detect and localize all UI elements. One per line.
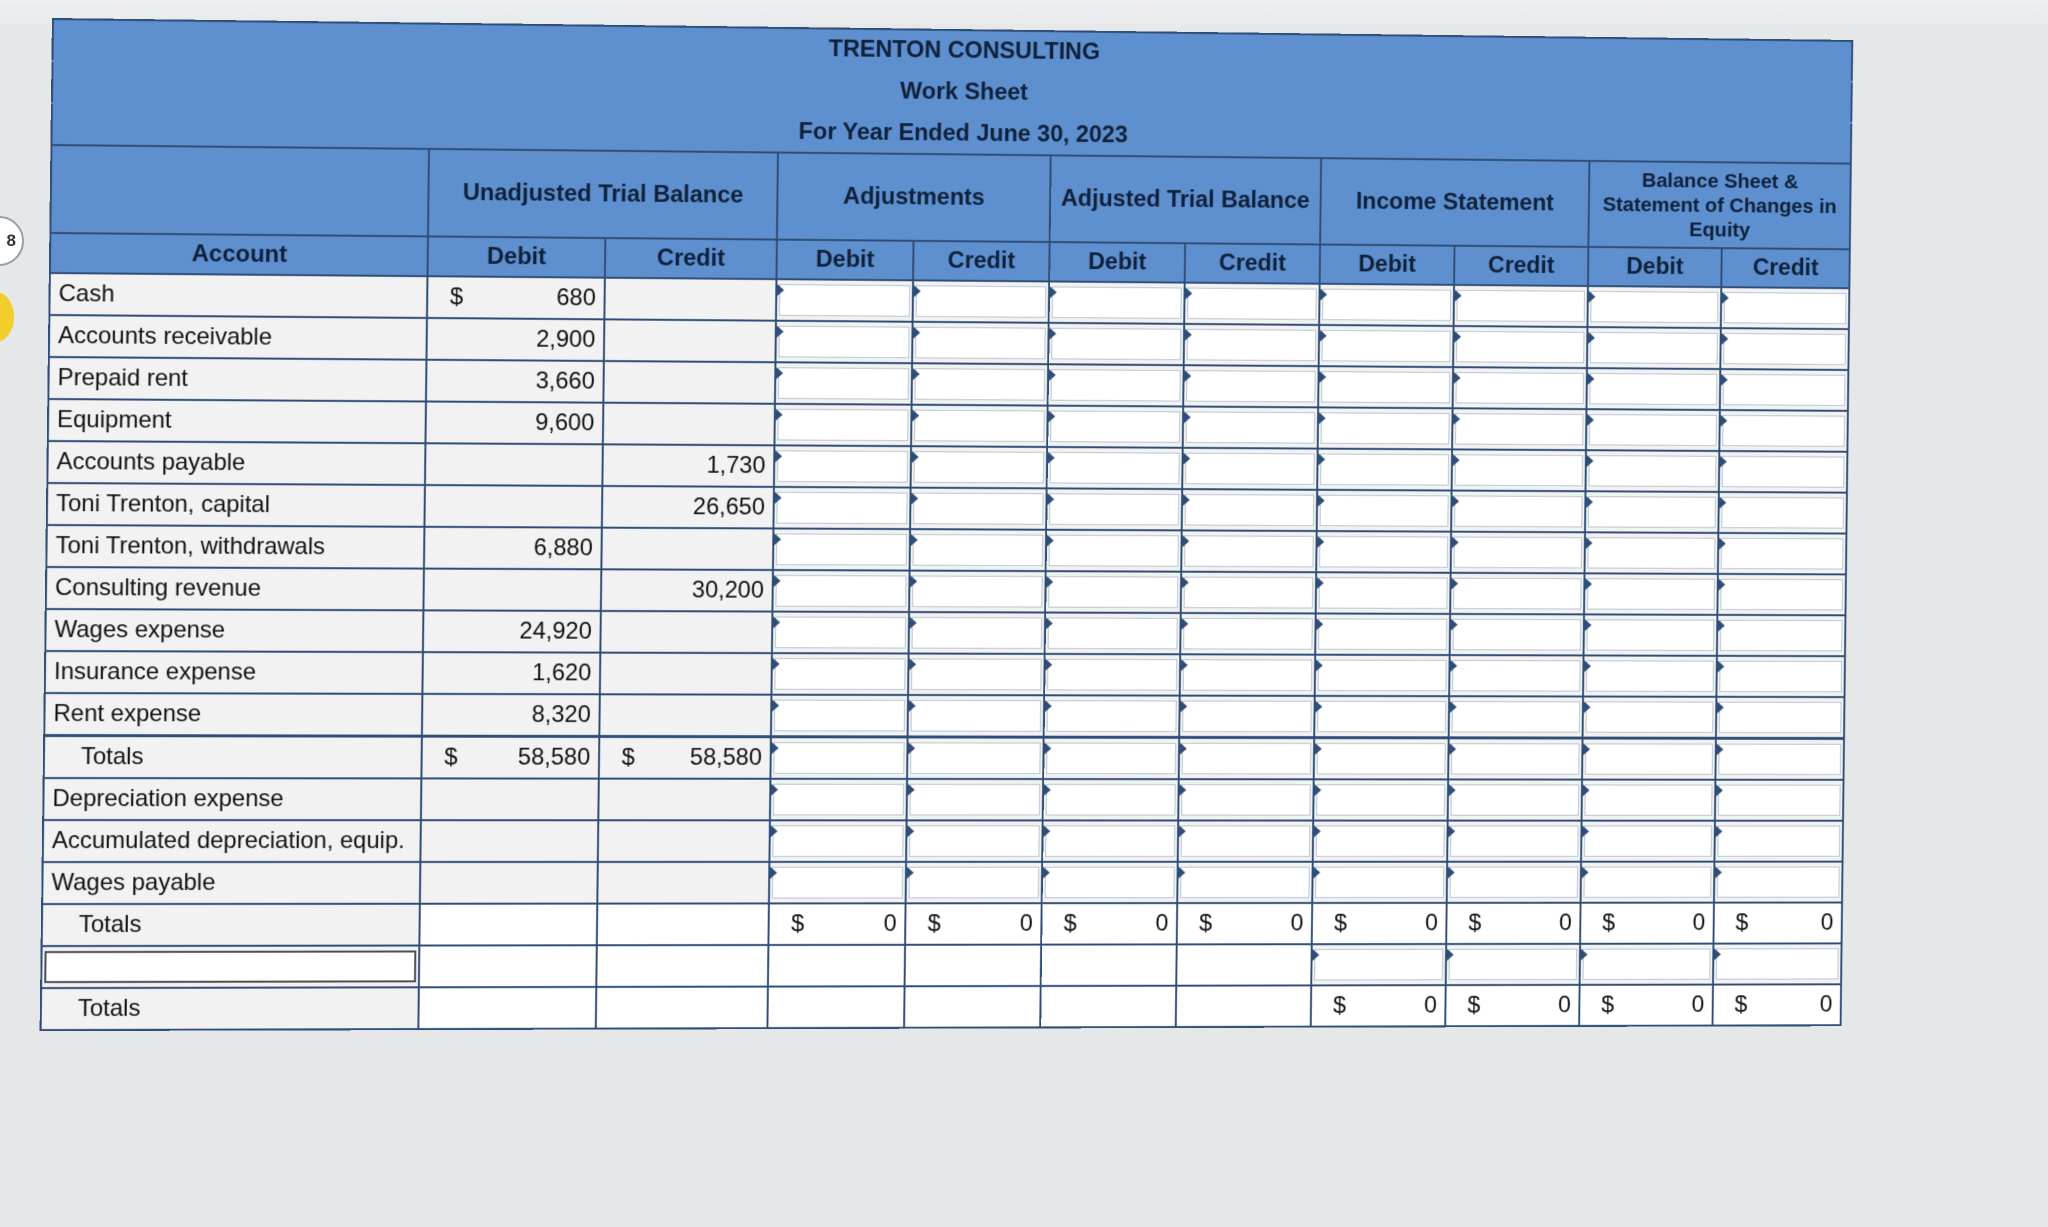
atb-credit-input[interactable] [1181,530,1316,572]
is-debit-input[interactable] [1313,779,1448,820]
atb-debit-input[interactable] [1047,447,1183,489]
is-debit-input[interactable] [1319,325,1454,367]
unadjusted-trial-balance-header: Unadjusted Trial Balance [428,149,778,240]
table-row [43,820,1843,862]
is-credit-input[interactable] [1453,326,1587,368]
atb-debit-input[interactable] [1043,737,1179,779]
empty-cell [418,987,596,1029]
bs-credit-input[interactable] [1721,287,1850,329]
bs-credit-input[interactable] [1720,369,1849,411]
adj-credit-input[interactable] [911,405,1048,447]
account-name: Accounts receivable [49,315,427,360]
utb-debit-value [420,862,598,904]
utb-debit-value: 9,600 [425,401,603,444]
utb-credit-header: Credit [605,238,777,279]
atb-credit-input[interactable] [1180,654,1315,696]
bs-debit-input[interactable] [1586,368,1720,410]
is-credit-input[interactable] [1448,779,1582,820]
totals-label: Totals [41,987,419,1030]
bs-credit-input[interactable] [1716,656,1845,697]
is-debit-total: $ 0 [1312,903,1447,944]
bs-debit-input[interactable] [1581,821,1715,862]
utb-credit-value [604,319,776,362]
status-dot [0,292,14,342]
is-debit-input[interactable] [1314,696,1449,738]
adjustments-header: Adjustments [777,153,1051,243]
atb-debit-input[interactable] [1046,530,1182,572]
utb-debit-value [424,485,602,528]
is-debit-input[interactable] [1313,821,1448,862]
utb-debit-total: $ 58,580 [421,736,599,778]
bs-debit-input[interactable] [1582,780,1716,821]
adj-credit-input[interactable] [906,820,1043,861]
currency-symbol: $ [621,743,635,771]
utb-credit-value: 26,650 [602,486,774,528]
empty-cell [1176,985,1311,1027]
adjusted-totals-row [42,903,1842,947]
utb-credit-value [597,862,769,904]
utb-debit-value [420,820,598,862]
atb-debit-header: Debit [1049,242,1185,283]
is-credit-input[interactable] [1449,696,1583,738]
atb-credit-input[interactable] [1178,779,1313,820]
adj-debit-input[interactable] [769,862,906,904]
adj-credit-input[interactable] [907,737,1044,779]
atb-debit-input[interactable] [1044,695,1180,737]
empty-cell [596,945,768,987]
is-credit-input[interactable] [1452,408,1586,450]
utb-debit-value: 24,920 [423,610,601,652]
bs-credit-input[interactable] [1718,492,1847,534]
bs-debit-input[interactable] [1583,696,1717,738]
bs-credit-input[interactable] [1717,574,1846,615]
utb-debit-value: 2,900 [426,318,604,361]
is-debit-input[interactable] [1314,738,1449,780]
atb-credit-input[interactable] [1181,572,1316,614]
net-income-row [41,943,1842,988]
utb-credit-value [598,820,770,862]
bs-debit-input[interactable] [1581,862,1715,903]
bs-debit-input[interactable] [1585,491,1719,533]
adj-credit-input[interactable] [906,862,1043,904]
utb-debit-value: 1,620 [422,652,600,694]
is-credit-input[interactable] [1453,367,1587,409]
is-credit-input[interactable] [1454,285,1588,327]
table-row [46,525,1846,574]
is-debit-input[interactable] [1318,407,1453,449]
empty-cell [1041,944,1177,986]
utb-credit-value: 30,200 [601,569,773,611]
account-name: Accumulated depreciation, equip. [43,820,421,862]
adj-credit-input[interactable] [911,446,1048,488]
is-debit-input[interactable] [1312,862,1447,903]
utb-credit-value [599,694,771,736]
bs-debit-input[interactable] [1585,532,1719,574]
bs-credit-input[interactable] [1718,533,1847,574]
atb-debit-input[interactable] [1048,364,1184,406]
currency-symbol: $ [449,283,464,311]
atb-debit-total: $ 0 [1041,903,1177,945]
adj-debit-input[interactable] [771,653,908,695]
bs-debit-input[interactable] [1583,655,1717,696]
adj-credit-input[interactable] [907,779,1044,821]
bs-credit-input[interactable] [1714,862,1843,903]
adj-debit-input[interactable] [774,404,911,446]
account-name: Toni Trenton, capital [47,483,425,527]
is-debit-input[interactable] [1311,944,1446,985]
account-group-header [50,145,429,236]
atb-credit-input[interactable] [1179,737,1314,779]
adj-debit-header: Debit [776,240,913,281]
atb-debit-input[interactable] [1046,488,1182,530]
atb-credit-input[interactable] [1182,489,1317,531]
adj-credit-input[interactable] [908,654,1045,696]
worksheet-table [40,18,1854,1031]
table-row [45,609,1845,656]
income-statement-header: Income Statement [1320,158,1589,247]
empty-cell [767,986,904,1028]
is-credit-input[interactable] [1449,655,1583,696]
utb-debit-value: 6,880 [424,527,602,569]
table-row [43,778,1843,821]
is-credit-input[interactable] [1451,532,1585,574]
atb-debit-input[interactable] [1044,654,1180,696]
table-row [42,862,1842,904]
sheet-title: Work Sheet [52,61,1852,123]
utb-debit-value [423,569,601,611]
atb-debit-input[interactable] [1042,862,1178,903]
empty-cell [419,945,597,987]
bs-credit-input[interactable] [1715,780,1844,821]
adj-debit-input[interactable] [772,570,909,612]
account-column-header: Account [50,233,428,276]
bs-credit-input[interactable] [1719,451,1848,493]
adj-debit-input[interactable] [773,487,910,529]
utb-credit-value [601,528,773,570]
final-totals-row [41,984,1842,1030]
account-name: Insurance expense [45,651,423,694]
adj-debit-input[interactable] [770,737,907,779]
totals-label: Totals [44,736,422,779]
bs-credit-input[interactable] [1720,328,1849,370]
balance-sheet-header: Balance Sheet & Statement of Changes in Equity [1588,161,1851,249]
currency-symbol: $ [444,743,458,771]
account-name: Rent expense [44,693,422,736]
atb-credit-input[interactable] [1179,696,1314,738]
adj-debit-input[interactable] [772,612,909,654]
empty-cell [1176,944,1311,986]
adj-credit-input[interactable] [909,612,1046,654]
adj-debit-input[interactable] [770,779,907,821]
bs-credit-input[interactable] [1716,697,1845,739]
adj-credit-header: Credit [913,241,1050,282]
is-debit-input[interactable] [1319,284,1454,326]
utb-credit-value [600,653,772,695]
empty-cell [1040,986,1176,1028]
empty-cell [768,945,905,987]
bs-debit-input[interactable] [1585,450,1719,492]
atb-debit-input[interactable] [1043,779,1179,820]
atb-credit-total: $ 0 [1177,903,1312,944]
atb-debit-input[interactable] [1048,323,1184,365]
utb-credit-value [603,361,775,404]
table-row [45,651,1845,697]
utb-credit-total: $ 58,580 [599,736,771,778]
bs-credit-input[interactable] [1717,615,1846,656]
utb-credit-value [604,278,776,321]
is-credit-input[interactable] [1447,862,1581,903]
is-debit-input[interactable] [1316,531,1451,573]
atb-credit-input[interactable] [1183,365,1318,407]
bs-credit-total: $ 0 [1713,903,1842,944]
is-credit-input[interactable] [1450,614,1584,656]
bs-debit-input[interactable] [1587,327,1721,369]
bs-debit-input[interactable] [1586,409,1720,451]
atb-debit-input[interactable] [1047,406,1183,448]
sheet-period: For Year Ended June 30, 2023 [51,103,1851,164]
utb-credit-value: 1,730 [602,444,774,487]
table-row [46,567,1846,615]
is-debit-input[interactable] [1315,655,1450,697]
is-credit-input[interactable] [1447,821,1581,862]
atb-credit-input[interactable] [1184,324,1319,366]
atb-credit-input[interactable] [1182,448,1317,490]
bs-credit-input[interactable] [1715,738,1844,780]
account-name: Prepaid rent [48,357,426,401]
bs-credit-header: Credit [1721,248,1850,288]
adj-credit-input[interactable] [912,363,1049,405]
adj-credit-input[interactable] [910,488,1047,530]
atb-credit-input[interactable] [1180,613,1315,655]
bs-credit-final-total: $ 0 [1712,984,1841,1025]
bs-debit-input[interactable] [1584,614,1718,655]
account-name: Consulting revenue [46,567,424,610]
adj-debit-input[interactable] [774,445,911,487]
bs-debit-input[interactable] [1587,286,1721,328]
utb-debit-header: Debit [427,236,605,277]
bs-debit-input[interactable] [1580,944,1714,985]
atb-credit-input[interactable] [1183,406,1318,448]
empty-cell [596,987,768,1029]
is-debit-input[interactable] [1317,490,1452,532]
is-credit-input[interactable] [1452,449,1586,491]
account-name: Wages expense [45,609,423,652]
adj-credit-input[interactable] [908,695,1045,737]
is-credit-input[interactable] [1448,738,1582,780]
account-name: Toni Trenton, withdrawals [46,525,424,569]
atb-debit-input[interactable] [1045,613,1181,655]
atb-debit-input[interactable] [1045,571,1181,613]
bs-debit-input[interactable] [1582,738,1716,780]
table-row [44,693,1844,738]
empty-cell [597,903,769,945]
adj-debit-total: $ 0 [768,903,905,945]
adj-debit-input[interactable] [773,528,910,570]
empty-cell [419,904,597,946]
adj-credit-total: $ 0 [905,903,1042,945]
is-debit-input[interactable] [1316,572,1451,614]
adj-credit-input[interactable] [909,571,1046,613]
question-number-badge[interactable]: 8 [0,216,24,266]
totals-label: Totals [42,904,420,946]
account-name: Depreciation expense [43,778,421,820]
is-credit-input[interactable] [1446,944,1580,985]
empty-cell [904,986,1041,1028]
is-credit-total: $ 0 [1446,903,1580,944]
atb-debit-input[interactable] [1042,820,1178,861]
is-debit-header: Debit [1320,244,1455,284]
utb-debit-value: $ 680 [427,276,605,319]
is-credit-input[interactable] [1450,573,1584,615]
is-credit-header: Credit [1454,246,1588,286]
account-name: Cash [49,273,427,318]
empty-cell [905,945,1042,987]
adj-debit-input[interactable] [769,820,906,862]
atb-debit-input[interactable] [1049,281,1185,323]
bs-debit-input[interactable] [1584,573,1718,615]
is-debit-input[interactable] [1318,366,1453,408]
is-debit-final-total: $ 0 [1311,985,1446,1027]
utb-debit-value: 3,660 [426,360,604,403]
utb-debit-value [421,778,599,820]
atb-credit-input[interactable] [1177,862,1312,903]
is-debit-input[interactable] [1317,449,1452,491]
account-name: Equipment [48,399,426,443]
adjusted-trial-balance-header: Adjusted Trial Balance [1050,155,1322,244]
utb-debit-value [425,443,603,486]
worksheet [40,18,1854,1031]
adj-debit-input[interactable] [775,321,912,364]
net-income-account-input[interactable] [41,946,419,989]
adj-debit-input[interactable] [776,279,913,322]
bs-debit-header: Debit [1588,247,1722,287]
atb-credit-header: Credit [1185,243,1320,283]
is-debit-input[interactable] [1315,613,1450,655]
bs-credit-input[interactable] [1713,943,1842,984]
atb-credit-input[interactable] [1178,820,1313,861]
adj-credit-input[interactable] [913,280,1050,323]
bs-debit-final-total: $ 0 [1579,985,1713,1026]
account-name: Accounts payable [47,441,425,485]
utb-credit-value [603,403,775,446]
utb-credit-value [600,611,772,653]
bs-credit-input[interactable] [1719,410,1848,452]
bs-debit-total: $ 0 [1580,903,1714,944]
adj-debit-input[interactable] [775,362,912,404]
company-name: TRENTON CONSULTING [52,19,1852,82]
adj-credit-input[interactable] [910,529,1047,571]
atb-credit-input[interactable] [1184,283,1319,325]
is-credit-final-total: $ 0 [1445,985,1579,1026]
account-name: Wages payable [42,862,420,904]
is-credit-input[interactable] [1451,491,1585,533]
unadjusted-totals-row [44,736,1844,780]
utb-credit-value [598,779,770,821]
adj-debit-input[interactable] [771,695,908,737]
bs-credit-input[interactable] [1714,821,1843,862]
adj-credit-input[interactable] [912,322,1049,364]
utb-debit-value: 8,320 [422,694,600,737]
